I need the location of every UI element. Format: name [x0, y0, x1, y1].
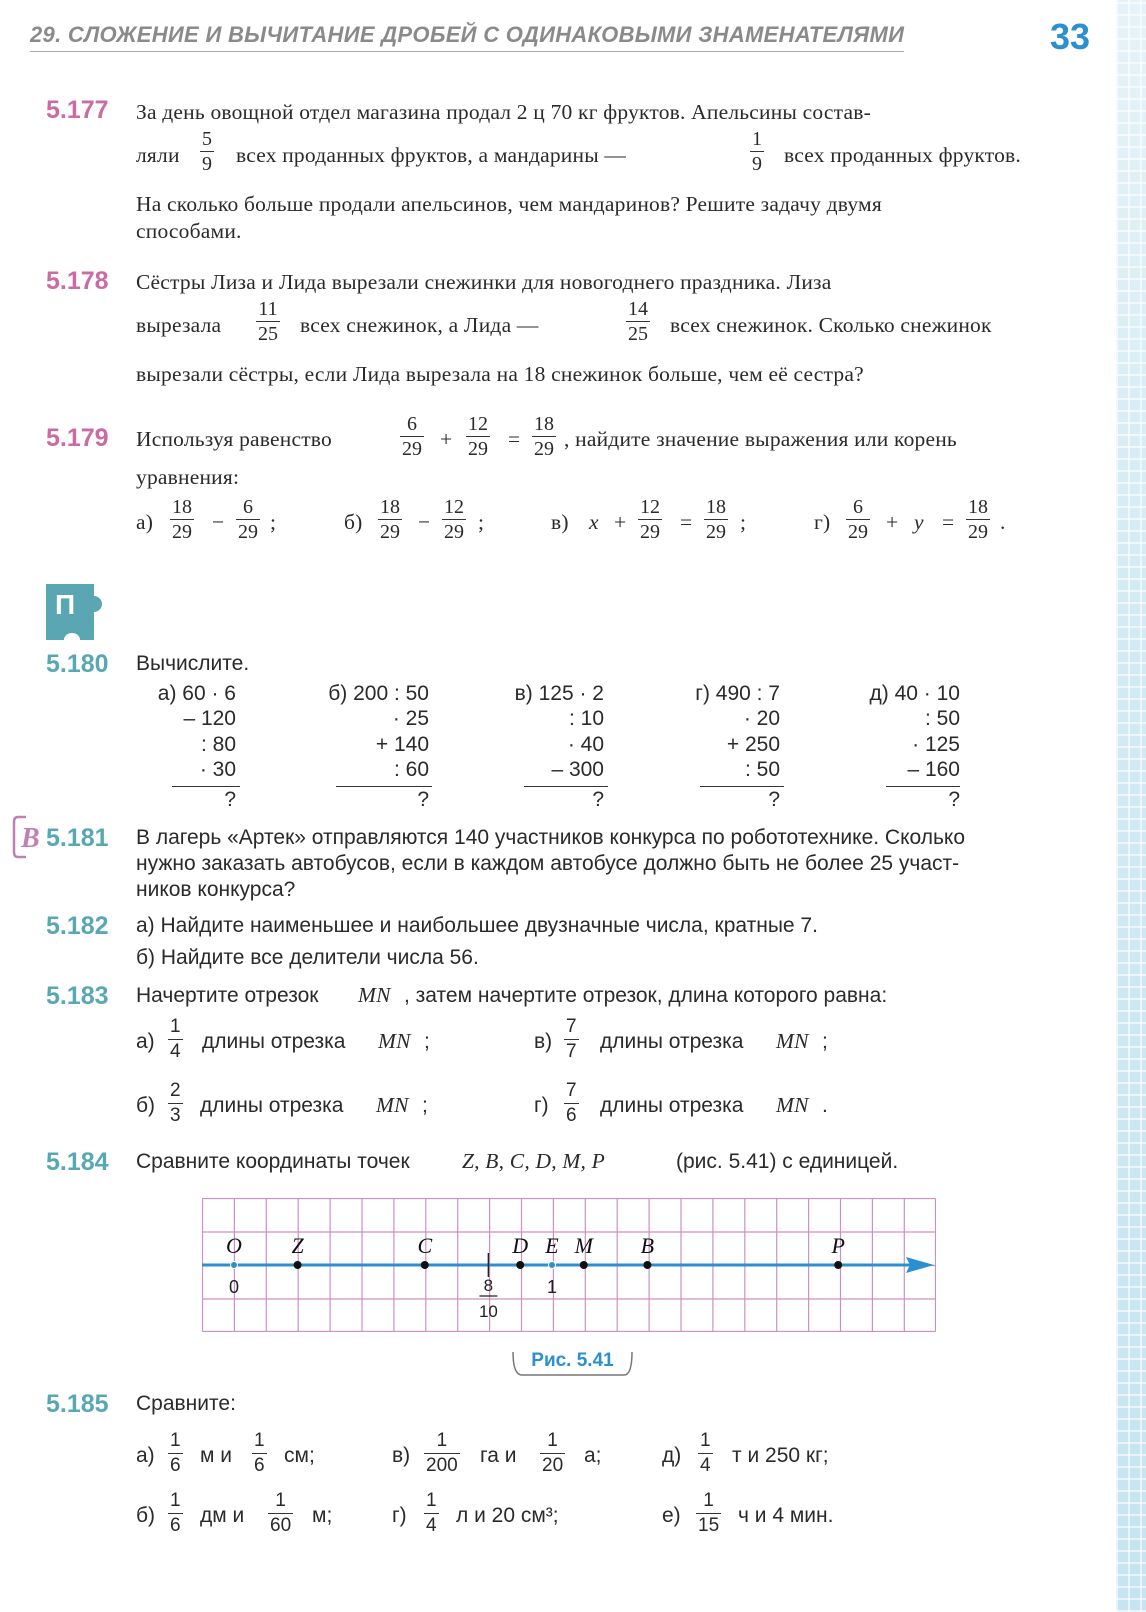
- fraction: 12 29: [444, 496, 464, 544]
- operator: −: [212, 510, 225, 534]
- item-label: в): [534, 1030, 553, 1053]
- point-label-d: D: [512, 1233, 529, 1258]
- point-b: [643, 1261, 651, 1269]
- svg-text:П: П: [55, 589, 76, 620]
- fraction: 12 29: [468, 413, 488, 461]
- fraction: 7 6: [566, 1080, 577, 1127]
- fraction: 6 29: [238, 496, 258, 544]
- problem-number: 5.184: [46, 1148, 109, 1176]
- problem-text: (рис. 5.41) с единицей.: [676, 1150, 899, 1173]
- punctuation: ;: [270, 510, 277, 534]
- challenge-badge-icon: [12, 815, 48, 859]
- problem-text: длины отрезка: [600, 1094, 744, 1117]
- problem-number: 5.181: [46, 824, 109, 852]
- fraction: 7 7: [566, 1016, 577, 1063]
- point-label-o: O: [226, 1233, 242, 1258]
- problem-number: 5.185: [46, 1390, 109, 1418]
- fraction: 11 25: [258, 298, 278, 346]
- problem-number: 5.178: [46, 267, 109, 295]
- tick-label-numerator: 8: [483, 1276, 494, 1295]
- item-label: в): [551, 510, 569, 534]
- caption-text: Рис. 5.41: [531, 1350, 614, 1371]
- punctuation: .: [822, 1094, 828, 1117]
- fraction: 1 15: [698, 1490, 720, 1537]
- puzzle-icon: [44, 582, 112, 642]
- problem-text: Сёстры Лиза и Лида вырезали снежинки для новогоднего праздника. Лиза: [136, 270, 832, 294]
- problem-number: 5.180: [46, 650, 109, 678]
- fraction: 6 29: [402, 413, 422, 461]
- problem-text: способами.: [136, 219, 242, 243]
- point-d: [516, 1261, 524, 1269]
- problem-text: Вычислите.: [136, 652, 250, 675]
- problem-text: , затем начертите отрезок, длина которого равна:: [404, 984, 888, 1007]
- segment-name: MN: [378, 1029, 411, 1053]
- point-names: Z, B, C, D, M, P: [462, 1149, 605, 1173]
- item-label: а): [136, 510, 154, 534]
- point-c: [421, 1261, 429, 1269]
- operator: =: [508, 427, 521, 451]
- fraction: 18 29: [706, 496, 726, 544]
- number-line-svg: [202, 1198, 936, 1332]
- item-label: д): [662, 1444, 682, 1467]
- point-label-b: B: [640, 1233, 655, 1258]
- item-label: г): [814, 510, 831, 534]
- problem-text: вырезала: [136, 313, 222, 337]
- fraction: 18 29: [172, 496, 192, 544]
- segment-name: MN: [376, 1093, 409, 1117]
- variable: x: [589, 510, 599, 534]
- operator: =: [942, 510, 955, 534]
- item-label: е): [662, 1504, 681, 1527]
- problem-text: Сравните:: [136, 1392, 236, 1415]
- unit-text: а;: [584, 1444, 602, 1467]
- tick-label-denominator: 10: [478, 1302, 498, 1321]
- problem-text: длины отрезка: [202, 1030, 346, 1053]
- item-label: а): [136, 1030, 155, 1053]
- problem-text: Используя равенство: [136, 427, 332, 451]
- problem-text: всех снежинок. Сколько снежинок: [670, 313, 992, 337]
- svg-text:В: В: [21, 823, 40, 854]
- problem-text: уравнения:: [136, 465, 240, 489]
- fraction: 12 29: [640, 496, 660, 544]
- unit-text: т и 250 кг;: [732, 1444, 829, 1467]
- operator: =: [680, 510, 693, 534]
- segment-name: MN: [776, 1093, 809, 1117]
- page-number: 33: [1049, 16, 1090, 57]
- number-line-figure: [202, 1198, 936, 1332]
- punctuation: ;: [424, 1030, 430, 1053]
- point-o: [231, 1262, 238, 1269]
- unit-text: м;: [312, 1504, 333, 1527]
- page-edge-decoration: [1116, 0, 1146, 1612]
- figure-caption: [510, 1348, 635, 1378]
- problem-text: а) Найдите наименьшее и наибольшее двузначные числа, кратные 7.: [136, 914, 818, 937]
- problem-text: длины отрезка: [600, 1030, 744, 1053]
- item-label: б): [136, 1094, 156, 1117]
- unit-text: дм и: [200, 1504, 245, 1527]
- tick-label-zero: 0: [228, 1277, 240, 1297]
- fraction: 1 6: [170, 1430, 181, 1477]
- item-label: б): [344, 510, 363, 534]
- axis-arrow-icon: [906, 1257, 934, 1273]
- punctuation: ;: [422, 1094, 428, 1117]
- segment-name: MN: [358, 983, 391, 1007]
- problem-text: Сравните координаты точек: [136, 1150, 410, 1173]
- problem-text: нужно заказать автобусов, если в каждом автобусе должно быть не более 25 участ-: [136, 852, 960, 875]
- item-label: в): [392, 1444, 411, 1467]
- problem-text: ников конкурса?: [136, 878, 296, 901]
- fraction: 1 6: [170, 1490, 181, 1537]
- segment-name: MN: [776, 1029, 809, 1053]
- point-p: [834, 1261, 842, 1269]
- problem-text: На сколько больше продали апельсинов, чем мандаринов? Решите задачу двумя: [136, 192, 882, 216]
- variable: y: [914, 510, 924, 534]
- operator: −: [418, 510, 431, 534]
- fraction: 1 60: [270, 1490, 292, 1537]
- problem-text: , найдите значение выражения или корень: [564, 427, 957, 451]
- point-m: [580, 1261, 588, 1269]
- problem-text: В лагерь «Артек» отправляются 140 участников конкурса по робототехнике. Сколько: [136, 826, 966, 849]
- problem-text: вырезали сёстры, если Лида вырезала на 18 снежинок больше, чем её сестра?: [136, 362, 864, 386]
- fraction: 1 9: [752, 128, 762, 176]
- point-label-m: M: [574, 1233, 593, 1258]
- unit-text: л и 20 см³;: [456, 1504, 559, 1527]
- problem-text: Начертите отрезок: [136, 984, 319, 1007]
- fraction: 5 9: [202, 128, 212, 176]
- operator: +: [440, 427, 453, 451]
- item-label: а): [136, 1444, 155, 1467]
- page-header: [30, 18, 1090, 68]
- problem-number: 5.183: [46, 982, 109, 1010]
- chapter-title: 29. СЛОЖЕНИЕ И ВЫЧИТАНИЕ ДРОБЕЙ С ОДИНАКОВЫМИ ЗНАМЕНАТЕЛЯМИ: [30, 22, 905, 47]
- problem-text: всех снежинок, а Лида —: [300, 313, 539, 337]
- problem-number: 5.177: [46, 96, 109, 124]
- fraction: 1 4: [426, 1490, 437, 1537]
- unit-text: м и: [200, 1444, 233, 1467]
- point-label-z: Z: [291, 1233, 304, 1258]
- fraction: 6 29: [848, 496, 868, 544]
- point-label-e: E: [545, 1233, 559, 1258]
- fraction: 1 4: [700, 1430, 711, 1477]
- point-label-p: P: [831, 1233, 845, 1258]
- fraction: 18 29: [380, 496, 400, 544]
- fraction: 18 29: [968, 496, 988, 544]
- item-label: г): [534, 1094, 549, 1117]
- problem-text: длины отрезка: [200, 1094, 344, 1117]
- fraction: 18 29: [534, 413, 554, 461]
- point-z: [294, 1261, 302, 1269]
- problem-text: всех проданных фруктов, а мандарины —: [236, 143, 627, 167]
- problem-text: ляли: [136, 143, 180, 167]
- point-e: [549, 1262, 556, 1269]
- unit-text: ч и 4 мин.: [738, 1504, 834, 1527]
- unit-text: см;: [284, 1444, 315, 1467]
- punctuation: .: [1000, 510, 1006, 534]
- item-label: б): [136, 1504, 156, 1527]
- punctuation: ;: [822, 1030, 828, 1053]
- fraction: 1 200: [426, 1430, 458, 1477]
- operator: +: [886, 510, 899, 534]
- operator: +: [614, 510, 627, 534]
- punctuation: ;: [740, 510, 747, 534]
- tick-label-one: 1: [546, 1277, 558, 1297]
- item-label: г): [392, 1504, 407, 1527]
- problem-number: 5.182: [46, 912, 109, 940]
- problem-number: 5.179: [46, 424, 109, 452]
- problem-text: всех проданных фруктов.: [784, 143, 1021, 167]
- punctuation: ;: [478, 510, 485, 534]
- fraction: 14 25: [628, 298, 648, 346]
- problem-text: За день овощной отдел магазина продал 2 ц 70 кг фруктов. Апельсины состав-: [136, 100, 871, 124]
- fraction: 1 4: [170, 1016, 181, 1063]
- point-label-c: C: [417, 1233, 433, 1258]
- fraction: 2 3: [170, 1080, 181, 1127]
- fraction: 1 6: [254, 1430, 265, 1477]
- problem-text: б) Найдите все делители числа 56.: [136, 946, 479, 969]
- fraction: 1 20: [542, 1430, 564, 1477]
- unit-text: га и: [480, 1444, 517, 1467]
